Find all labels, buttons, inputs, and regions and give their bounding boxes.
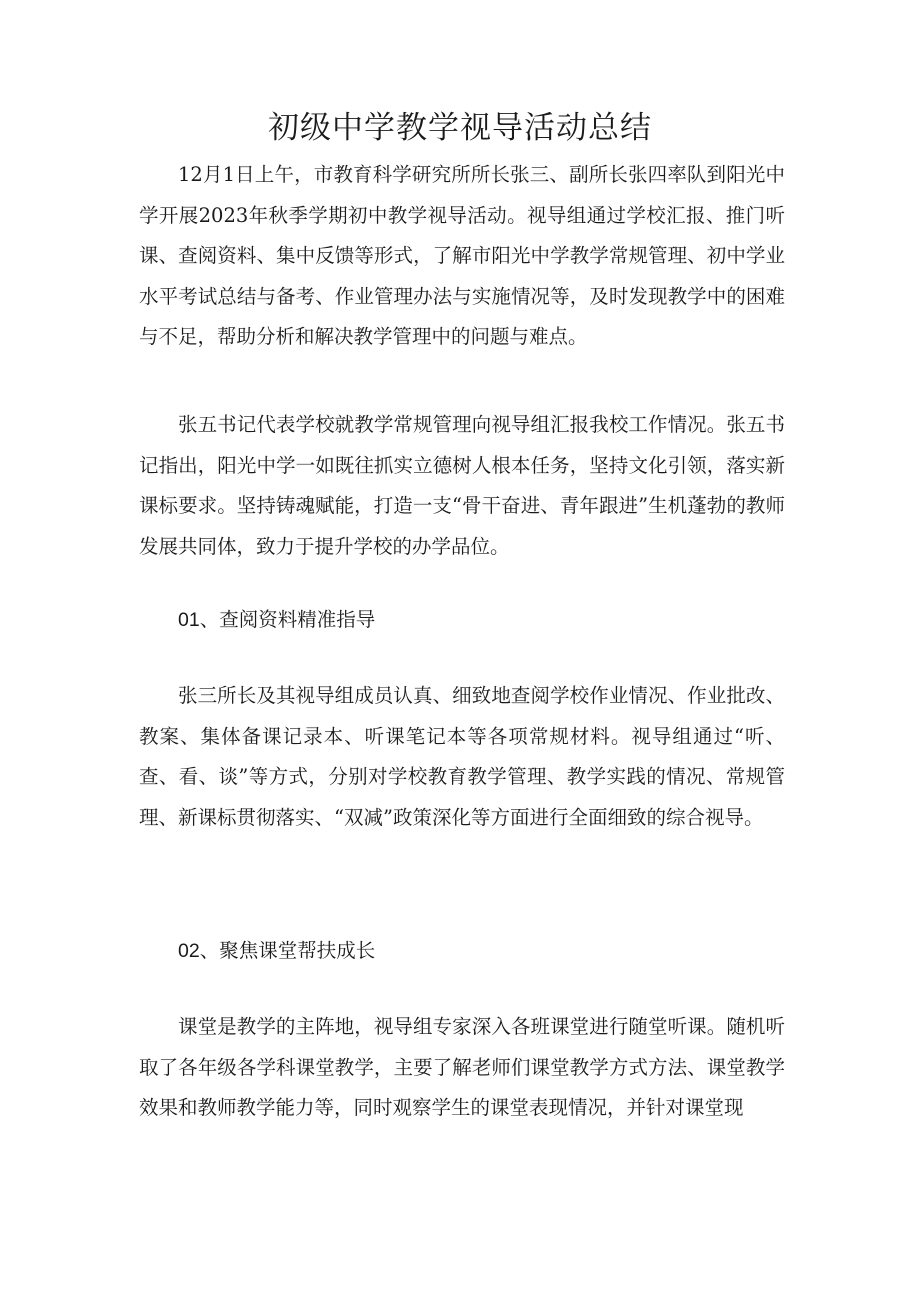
classroom-paragraph: 课堂是教学的主阵地，视导组专家深入各班课堂进行随堂听课。随机听取了各年级各学科课堂教学，主要了解老师们课堂教学方式方法、课堂教学效果和教师教学能力等，同时观察学生的课堂表现情况，并针对课堂现 (139, 1015, 785, 1119)
section-heading-materials: 01、查阅资料精准指导 (178, 609, 376, 631)
document-title: 初级中学教学视导活动总结 (268, 110, 652, 146)
section-heading-classroom: 02、聚焦课堂帮扶成长 (178, 940, 376, 962)
materials-paragraph: 张三所长及其视导组成员认真、细致地查阅学校作业情况、作业批改、教案、集体备课记录本、听课笔记本等各项常规材料。视导组通过“听、查、看、谈”等方式，分别对学校教育教学管理、教学实践的情况、常规管理、新课标贯彻落实、“双减”政策深化等方面进行全面细致的综合视导。 (139, 684, 785, 829)
intro-paragraph: 12月1日上午，市教育科学研究所所长张三、副所长张四率队到阳光中学开展2023年秋季学期初中教学视导活动。视导组通过学校汇报、推门听课、查阅资料、集中反馈等形式，了解市阳光中学教学常规管理、初中学业水平考试总结与备考、作业管理办法与实施情况等，及时发现教学中的困难与不足，帮助分析和解决教学管理中的问题与难点。 (139, 163, 785, 348)
report-paragraph: 张五书记代表学校就教学常规管理向视导组汇报我校工作情况。张五书记指出，阳光中学一如既往抓实立德树人根本任务，坚持文化引领，落实新课标要求。坚持铸魂赋能，打造一支“骨干奋进、青年跟进”生机蓬勃的教师发展共同体，致力于提升学校的办学品位。 (139, 413, 785, 558)
